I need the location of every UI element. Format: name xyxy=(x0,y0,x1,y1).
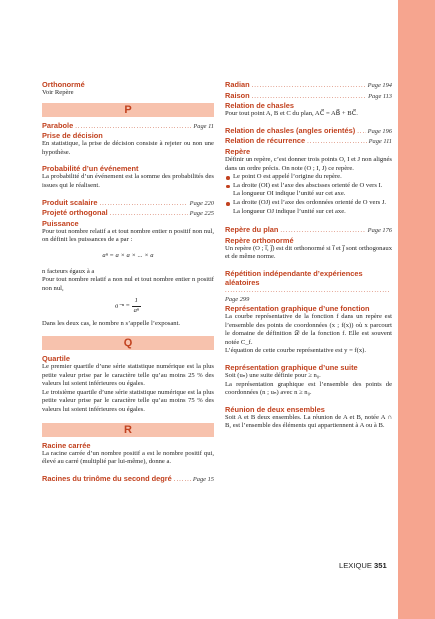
definition-puissance-2: n facteurs égaux à a xyxy=(42,267,95,275)
bullet-text: La droite (OI) est l’axe des abscisses orienté de O vers I. xyxy=(233,181,383,189)
fraction xyxy=(132,297,141,315)
footer-label: LEXIQUE xyxy=(339,561,372,570)
term-repere-orthonorme: Repère orthonormé xyxy=(225,235,294,245)
entry-repetition-dots xyxy=(225,287,392,296)
bullet-subtext: La longueur OJ indique l’unité sur cet axe. xyxy=(233,207,346,215)
leader-dots xyxy=(174,476,191,485)
term-rep-graph-fonction: Représentation graphique d’une fonction xyxy=(225,304,370,314)
definition-reunion: Soit A et B deux ensembles. La réunion de A et B, notée A ∩ B, est l’ensemble des éléments qui appartiennent à A ou à B. xyxy=(225,413,392,430)
definition-rep-graph-suite-1: Soit (uₙ) une suite définie pour ≥ n₀. xyxy=(225,372,321,380)
term-chasles-angles: Relation de chasles (angles orientés) xyxy=(225,125,356,135)
term-repetition-independante: Répétition indépendante d’expériences aléatoires xyxy=(225,268,363,287)
formula-puissance-negative xyxy=(42,297,214,315)
page-ref-projete-orthogonal: Page 225 xyxy=(189,210,214,218)
entry-projete-orthogonal xyxy=(42,208,214,219)
definition-puissance-1: Pour tout nombre relatif a et tout nombre entier n positif non nul, on définit les puissances de a par : xyxy=(42,227,214,244)
formula-puissance: aⁿ = a × a × ... × a xyxy=(102,251,154,259)
page-ref-repetition: Page 299 xyxy=(225,295,250,303)
term-repere: Repère xyxy=(225,146,251,156)
definition-repere-orthonorme: Un repère (O ; i⃗, j⃗) est dit orthonormé si i⃗ et j⃗ sont orthogonaux et de même norme. xyxy=(225,244,392,261)
term-rep-graph-suite: Représentation graphique d’une suite xyxy=(225,363,358,373)
definition-prise-de-decision: En statistique, la prise de décision consiste à rejeter ou non une hypothèse. xyxy=(42,140,214,156)
definition-racine-carree: La racine carrée d’un nombre positif a est le nombre positif qui, élevé au carré (multiplié par lui-même), donne a. xyxy=(42,449,214,466)
leader-dots xyxy=(307,138,367,147)
leader-dots xyxy=(225,287,390,296)
term-radian: Radian xyxy=(225,80,250,89)
definition-rep-graph-fonction-1: La courbe représentative de la fonction f dans un repère est l’ensemble des points de coordonnées (x ; f(x)) où x parcourt le domaine de définition 𝒟 de la fonction f. Elle est souvent notée C_f. xyxy=(225,313,392,346)
page-ref-parabole: Page 11 xyxy=(193,122,214,130)
entry-chasles-angles xyxy=(225,126,392,137)
entry-repere-plan xyxy=(225,225,392,236)
entry-relation-recurrence xyxy=(225,136,392,147)
page-ref-produit-scalaire: Page 220 xyxy=(189,199,214,207)
leader-dots xyxy=(280,227,365,236)
term-probabilite-evenement: Probabilité d’un événement xyxy=(42,164,139,174)
definition-relation-chasles: Pour tout point A, B et C du plan, AC⃗ = AB⃗ + BC⃗. xyxy=(225,110,358,118)
entry-radian xyxy=(225,80,392,91)
definition-probabilite-evenement: La probabilité d’un événement est la somme des probabilités des issues qui le réalisent. xyxy=(42,173,214,189)
term-relation-chasles: Relation de chasles xyxy=(225,101,295,111)
list-item xyxy=(225,182,392,199)
page-ref-raison: Page 113 xyxy=(368,92,392,100)
leader-dots xyxy=(99,200,187,209)
term-puissance: Puissance xyxy=(42,218,79,228)
definition-puissance-4: Dans les deux cas, le nombre n s’appelle l’exposant. xyxy=(42,319,181,327)
entry-produit-scalaire xyxy=(42,198,214,209)
definition-rep-graph-fonction-2: L’équation de cette courbe représentative est y = f(x). xyxy=(225,347,366,355)
fraction-numerator: 1 xyxy=(132,297,141,307)
page-footer xyxy=(339,561,387,570)
bullet-text: La droite (OJ) est l’axe des ordonnées orienté de O vers J. xyxy=(233,198,387,206)
page-ref-repere-plan: Page 176 xyxy=(367,227,392,235)
bullet-text: Le point O est appelé l’origine du repère. xyxy=(233,173,342,181)
right-column xyxy=(225,80,392,431)
term-projete-orthogonal: Projeté orthogonal xyxy=(42,208,108,218)
definition-rep-graph-suite-2: La représentation graphique est l’ensemble des points de coordonnées (n ; uₙ) avec n ≥ n₀. xyxy=(225,380,392,397)
entry-raison xyxy=(225,91,392,102)
bullet-subtext: La longueur OI indique l’unité sur cet axe. xyxy=(233,190,346,198)
leader-dots xyxy=(110,210,188,219)
page-number: 351 xyxy=(374,561,387,570)
term-parabole: Parabole xyxy=(42,120,74,130)
term-prise-de-decision: Prise de décision xyxy=(42,131,103,141)
section-letter-p: P xyxy=(42,103,214,117)
page-ref-relation-recurrence: Page 111 xyxy=(368,138,392,146)
page-ref-chasles-angles: Page 196 xyxy=(367,127,392,135)
term-racines-trinome: Racines du trinôme du second degré xyxy=(42,473,172,483)
repere-bullet-list xyxy=(225,173,392,216)
entry-parabole xyxy=(42,121,214,132)
page-ref-racines-trinome: Page 15 xyxy=(192,475,214,483)
leader-dots xyxy=(75,123,191,132)
definition-repere: Définir un repère, c’est donner trois points O, I et J non alignés dans un ordre précis. On note (O ; I, J) ce repère. xyxy=(225,155,392,172)
term-reunion: Réunion de deux ensembles xyxy=(225,404,325,414)
leader-dots xyxy=(357,128,365,137)
term-raison: Raison xyxy=(225,90,250,100)
definition-puissance-3: Pour tout nombre relatif a non nul et tout nombre entier n positif non nul, xyxy=(42,276,214,292)
left-column xyxy=(42,80,214,484)
term-repere-plan: Repère du plan xyxy=(225,225,279,235)
definition-quartile-1: Le premier quartile d’une série statistique numérique est la plus petite valeur prise par le caractère telle qu’au moins 25 % des valeurs lui soient inférieures ou égales. xyxy=(42,363,214,388)
fraction-denominator: aⁿ xyxy=(133,306,139,314)
page-ref-radian: Page 194 xyxy=(367,82,392,89)
list-item xyxy=(225,173,392,182)
section-letter-r: R xyxy=(42,423,214,437)
leader-dots xyxy=(252,82,366,91)
term-racine-carree: Racine carrée xyxy=(42,440,91,450)
definition-orthonorme: Voir Repère xyxy=(42,89,74,96)
entry-racines-trinome xyxy=(42,474,214,485)
term-relation-recurrence: Relation de récurrence xyxy=(225,136,306,146)
formula-lhs: a⁻ⁿ = xyxy=(115,302,130,310)
term-produit-scalaire: Produit scalaire xyxy=(42,197,98,207)
list-item xyxy=(225,199,392,216)
term-quartile: Quartile xyxy=(42,354,70,364)
definition-quartile-2: Le troisième quartile d’une série statistique numérique est la plus petite valeur prise par le caractère telle qu’au moins 75 % des valeurs lui soient inférieures ou égales. xyxy=(42,388,214,414)
section-letter-q: Q xyxy=(42,336,214,350)
term-orthonorme: Orthonormé xyxy=(42,80,85,89)
leader-dots xyxy=(252,93,367,102)
side-color-band xyxy=(398,0,435,619)
